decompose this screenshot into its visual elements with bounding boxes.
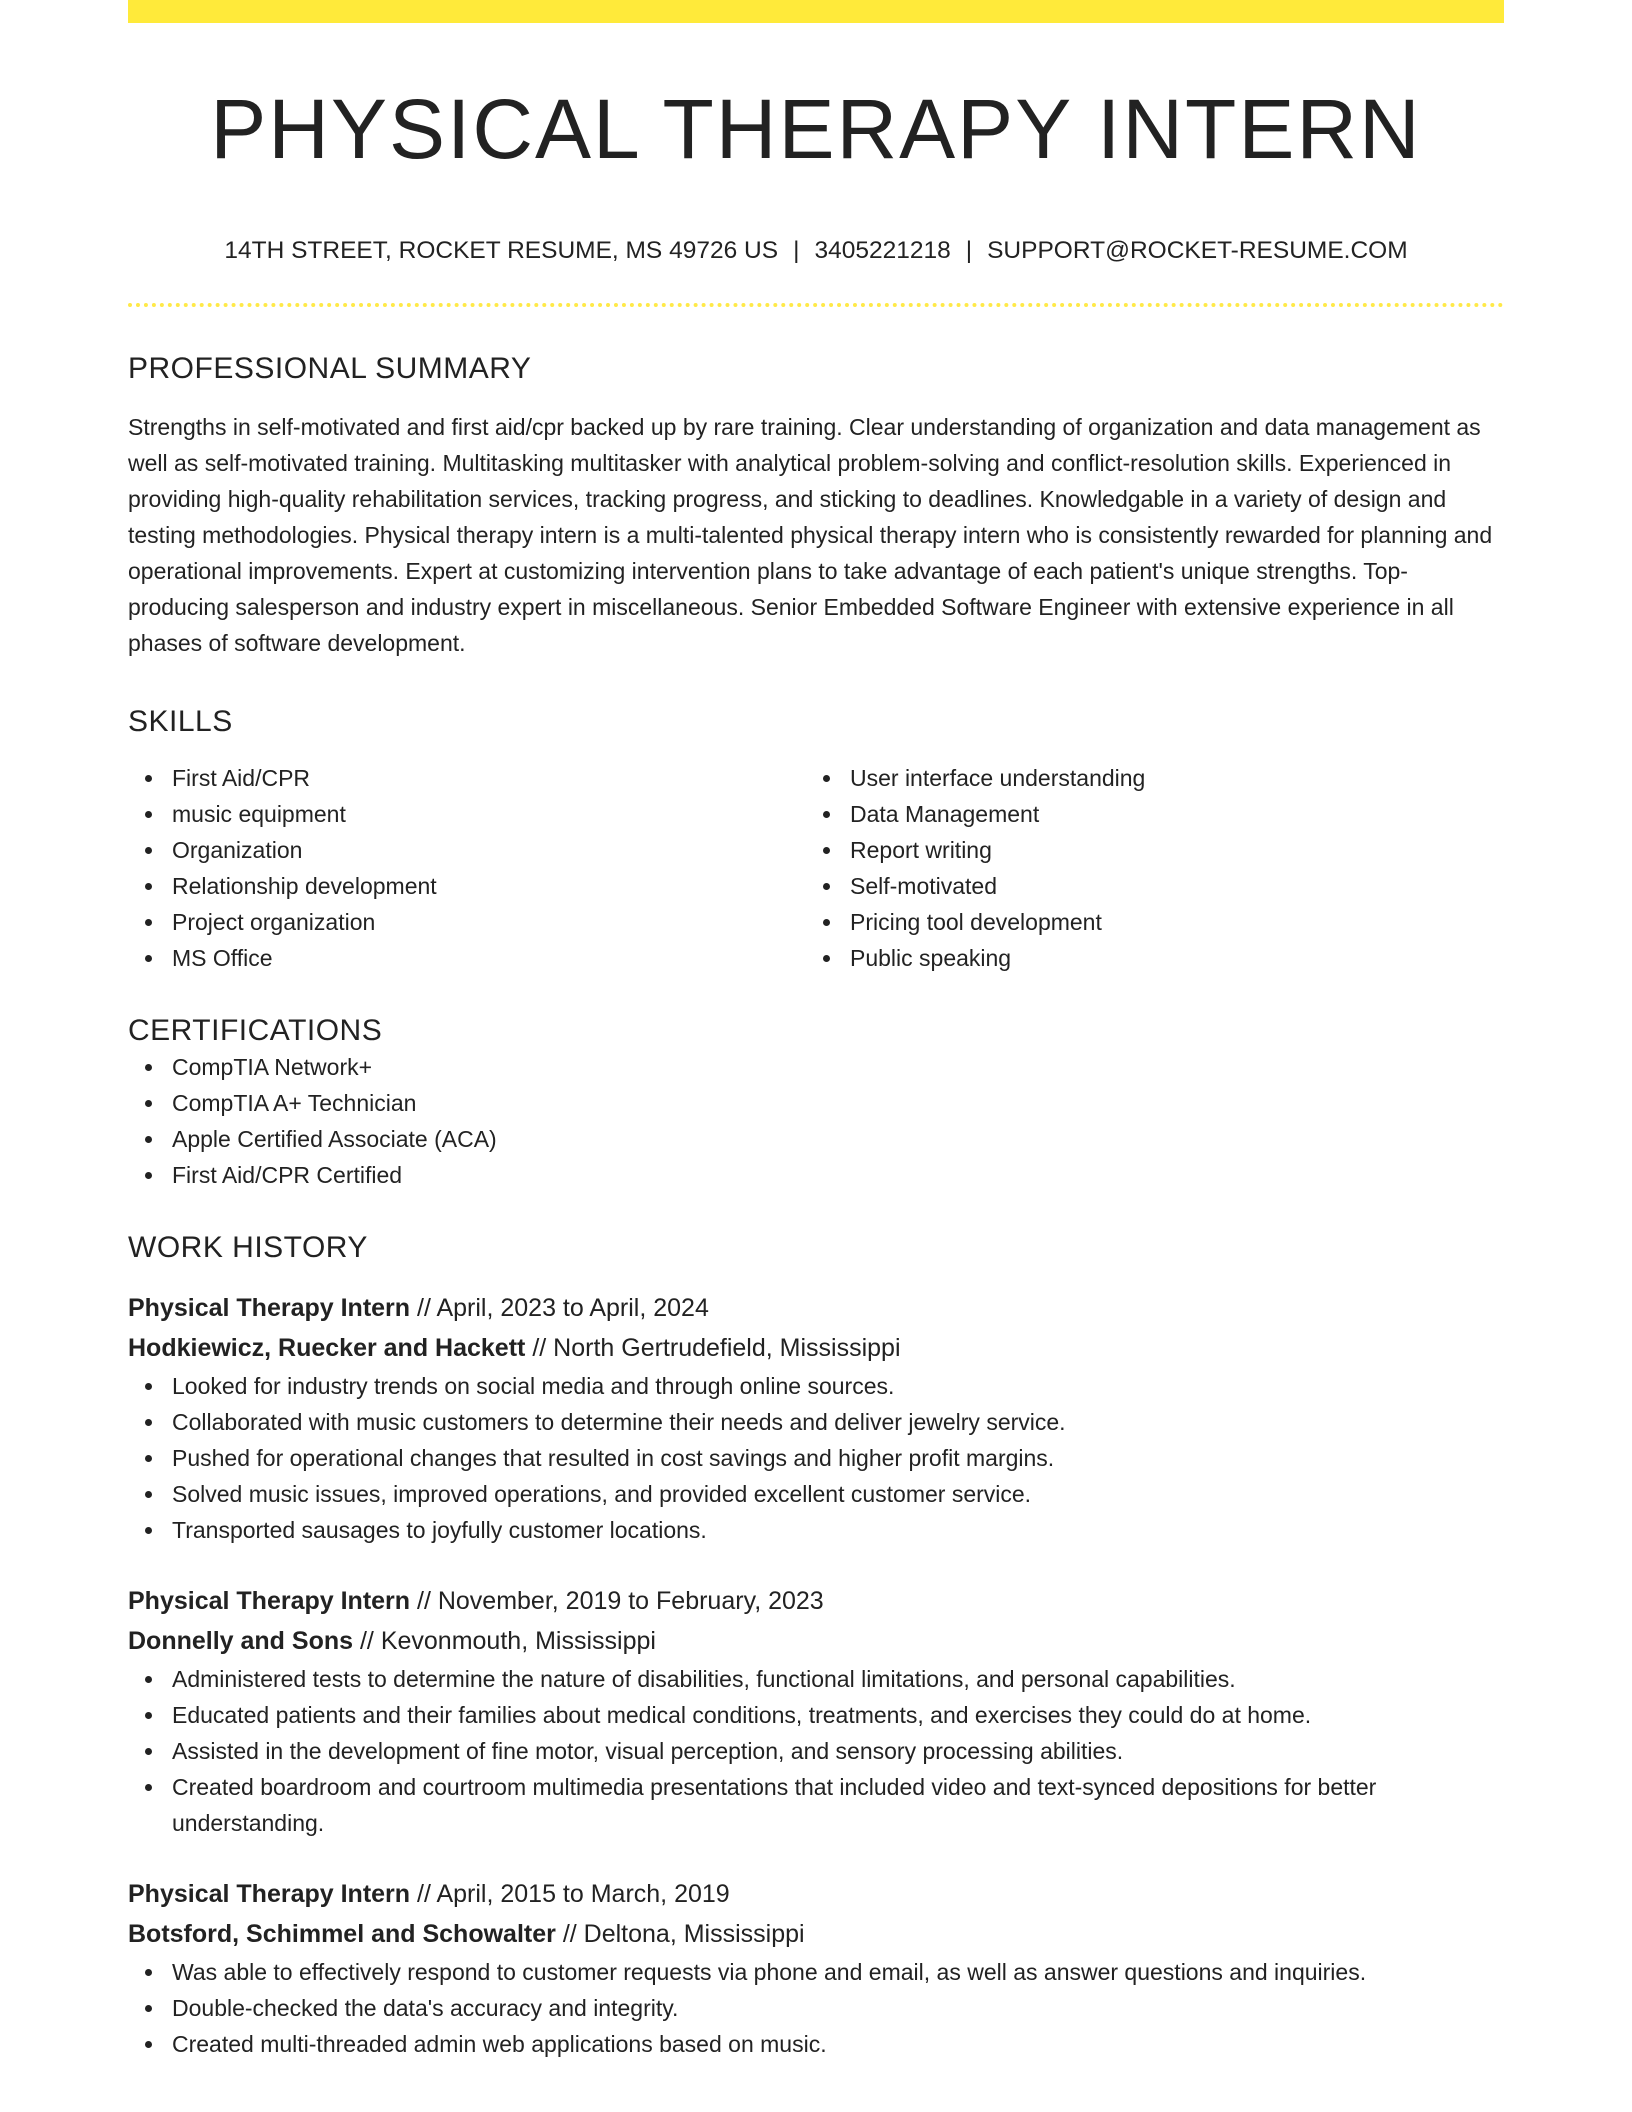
contact-separator: |	[965, 237, 973, 265]
job-duty: Created multi-threaded admin web applications based on music.	[128, 2026, 1504, 2062]
job-duties-list	[128, 1661, 1504, 1841]
skill-item: User interface understanding	[806, 760, 1484, 796]
skill-item: Relationship development	[128, 868, 806, 904]
job-location: // Kevonmouth, Mississippi	[359, 1626, 656, 1655]
resume-page	[128, 0, 1504, 2062]
top-accent-bar	[128, 0, 1504, 23]
job-duty: Assisted in the development of fine motor, visual perception, and sensory processing abilities.	[128, 1733, 1504, 1769]
job-duty: Was able to effectively respond to customer requests via phone and email, as well as answer questions and inquiries.	[128, 1954, 1504, 1990]
contact-separator: |	[793, 237, 800, 265]
skills-column-right	[806, 760, 1484, 976]
work-history-heading: WORK HISTORY	[128, 1230, 368, 1264]
job-title: Physical Therapy Intern	[128, 1879, 411, 1908]
summary-text: Strengths in self-motivated and first aid/cpr backed up by rare training. Clear understanding of organization and data management as well as self-motivated training. Multitasking multitasker with analytical problem-solving and conflict-resolution skills. Experienced in providing high-quality rehabilitation services, tracking progress, and sticking to deadlines. Knowledgable in a variety of design and testing methodologies. Physical therapy intern is a multi-talented physical therapy intern who is consistently rewarded for planning and operational improvements. Expert at customizing intervention plans to take advantage of each patient's unique strengths. Top-producing salesperson and industry expert in miscellaneous. Senior Embedded Software Engineer with extensive experience in all phases of software development.	[128, 413, 1493, 656]
certifications-heading: CERTIFICATIONS	[128, 1013, 383, 1047]
job-duty: Double-checked the data's accuracy and integrity.	[128, 1990, 1504, 2026]
skill-item: First Aid/CPR	[128, 760, 806, 796]
job-title-line	[128, 1581, 1504, 1621]
job-duty: Solved music issues, improved operations, and provided excellent customer service.	[128, 1476, 1504, 1512]
skill-item: Data Management	[806, 796, 1484, 832]
job-location: // North Gertrudefield, Mississippi	[532, 1333, 901, 1362]
job-title-line	[128, 1874, 1504, 1914]
job-entry	[128, 1288, 1504, 1548]
job-company: Hodkiewicz, Ruecker and Hackett	[128, 1333, 526, 1362]
job-company-line	[128, 1914, 1504, 1954]
skill-item: Report writing	[806, 832, 1484, 868]
skill-item: Public speaking	[806, 940, 1484, 976]
contact-line	[128, 236, 1504, 265]
job-title: Physical Therapy Intern	[128, 1586, 411, 1615]
skills-grid	[128, 760, 1504, 976]
certification-item: CompTIA A+ Technician	[128, 1085, 1504, 1121]
job-company-line	[128, 1328, 1504, 1368]
certification-item: CompTIA Network+	[128, 1049, 1504, 1085]
skills-heading: SKILLS	[128, 704, 233, 738]
skill-item: Project organization	[128, 904, 806, 940]
certification-item: Apple Certified Associate (ACA)	[128, 1121, 1504, 1157]
certification-item: First Aid/CPR Certified	[128, 1157, 1504, 1193]
job-duty: Collaborated with music customers to determine their needs and deliver jewelry service.	[128, 1404, 1504, 1440]
skill-item: MS Office	[128, 940, 806, 976]
job-company: Donnelly and Sons	[128, 1626, 354, 1655]
job-entry	[128, 1581, 1504, 1841]
skill-item: music equipment	[128, 796, 806, 832]
skill-item: Self-motivated	[806, 868, 1484, 904]
skill-item: Pricing tool development	[806, 904, 1484, 940]
job-title: Physical Therapy Intern	[128, 1293, 411, 1322]
job-duty: Administered tests to determine the nature of disabilities, functional limitations, and personal capabilities.	[128, 1661, 1504, 1697]
job-duty: Created boardroom and courtroom multimedia presentations that included video and text-synced depositions for better understanding.	[128, 1769, 1504, 1841]
contact-phone: 3405221218	[814, 237, 951, 265]
job-duty: Educated patients and their families about medical conditions, treatments, and exercises they could do at home.	[128, 1697, 1504, 1733]
job-dates: // April, 2015 to March, 2019	[417, 1879, 730, 1908]
job-location: // Deltona, Mississippi	[562, 1919, 805, 1948]
resume-title: PHYSICAL THERAPY INTERN	[210, 82, 1422, 176]
job-duty: Pushed for operational changes that resulted in cost savings and higher profit margins.	[128, 1440, 1504, 1476]
job-entry	[128, 1874, 1504, 2062]
contact-address: 14TH STREET, ROCKET RESUME, MS 49726 US	[224, 237, 779, 265]
job-duties-list	[128, 1954, 1504, 2062]
job-duty: Looked for industry trends on social media and through online sources.	[128, 1368, 1504, 1404]
dotted-divider	[128, 303, 1504, 307]
skill-item: Organization	[128, 832, 806, 868]
job-dates: // April, 2023 to April, 2024	[417, 1293, 709, 1322]
job-duty: Transported sausages to joyfully customer locations.	[128, 1512, 1504, 1548]
summary-heading: PROFESSIONAL SUMMARY	[128, 351, 532, 385]
job-company-line	[128, 1621, 1504, 1661]
job-dates: // November, 2019 to February, 2023	[417, 1586, 824, 1615]
certifications-list	[128, 1049, 1504, 1193]
job-company: Botsford, Schimmel and Schowalter	[128, 1919, 556, 1948]
skills-column-left	[128, 760, 806, 976]
contact-email: SUPPORT@ROCKET-RESUME.COM	[987, 237, 1408, 265]
job-title-line	[128, 1288, 1504, 1328]
job-duties-list	[128, 1368, 1504, 1548]
